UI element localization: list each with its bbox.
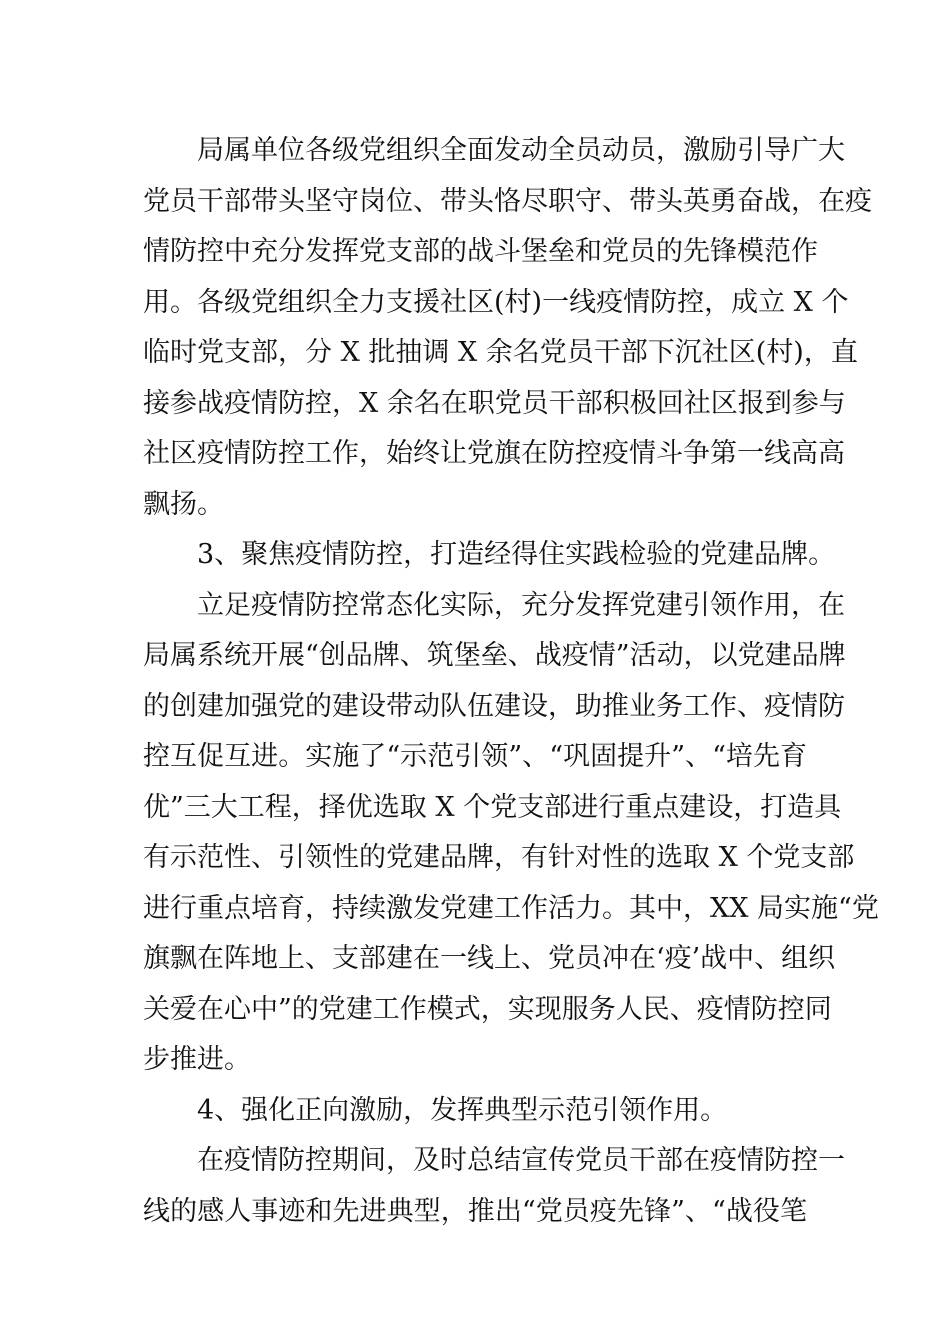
paragraph-party-brand: [143, 581, 879, 1086]
paragraph-party-mobilization: [143, 126, 872, 530]
text-line: 社区疫情防控工作，始终让党旗在防控疫情斗争第一线高高: [143, 438, 845, 469]
text-line: 线的感人事迹和先进典型，推出“党员疫先锋”、“战役笔: [143, 1195, 807, 1227]
text-line: 飘扬。: [143, 488, 224, 520]
heading-line: 3、聚焦疫情防控，打造经得住实践检验的党建品牌。: [197, 539, 836, 570]
text-line: 临时党支部，分 X 批抽调 X 余名党员干部下沉社区(村)，直: [143, 337, 858, 368]
text-line: 控互促互进。实施了“示范引领”、“巩固提升”、“培先育: [143, 741, 807, 772]
text-line: 旗飘在阵地上、支部建在一线上、党员冲在‘疫’战中、组织: [143, 943, 836, 974]
text-line: 有示范性、引领性的党建品牌，有针对性的选取 X 个党支部: [143, 842, 855, 873]
text-line: 优”三大工程，择优选取 X 个党支部进行重点建设，打造具: [143, 791, 842, 823]
section-heading-3: [143, 530, 836, 581]
text-line: 情防控中充分发挥党支部的战斗堡垒和党员的先锋模范作: [143, 236, 818, 267]
text-line: 的创建加强党的建设带动队伍建设，助推业务工作、疫情防: [143, 690, 845, 722]
text-line: 关爱在心中”的党建工作模式，实现服务人民、疫情防控同: [143, 993, 832, 1025]
text-line: 局属系统开展“创品牌、筑堡垒、战疫情”活动，以党建品牌: [143, 640, 846, 671]
text-line: 用。各级党组织全力支援社区(村)一线疫情防控，成立 X 个: [143, 286, 849, 318]
document-body: [143, 126, 879, 1237]
text-line: 进行重点培育，持续激发党建工作活力。其中，XX 局实施“党: [143, 892, 879, 924]
text-line: 在疫情防控期间，及时总结宣传党员干部在疫情防控一: [197, 1145, 845, 1176]
paragraph-positive-incentives: [143, 1136, 845, 1237]
text-line: 局属单位各级党组织全面发动全员动员，激励引导广大: [197, 135, 845, 166]
section-heading-4: [143, 1086, 807, 1137]
text-line: 接参战疫情防控，X 余名在职党员干部积极回社区报到参与: [143, 387, 846, 419]
text-line: 党员干部带头坚守岗位、带头恪尽职守、带头英勇奋战，在疫: [143, 185, 872, 217]
heading-line: 4、强化正向激励，发挥典型示范引领作用。: [197, 1094, 728, 1126]
text-line: 步推进。: [143, 1044, 251, 1075]
text-line: 立足疫情防控常态化实际，充分发挥党建引领作用，在: [197, 589, 845, 621]
